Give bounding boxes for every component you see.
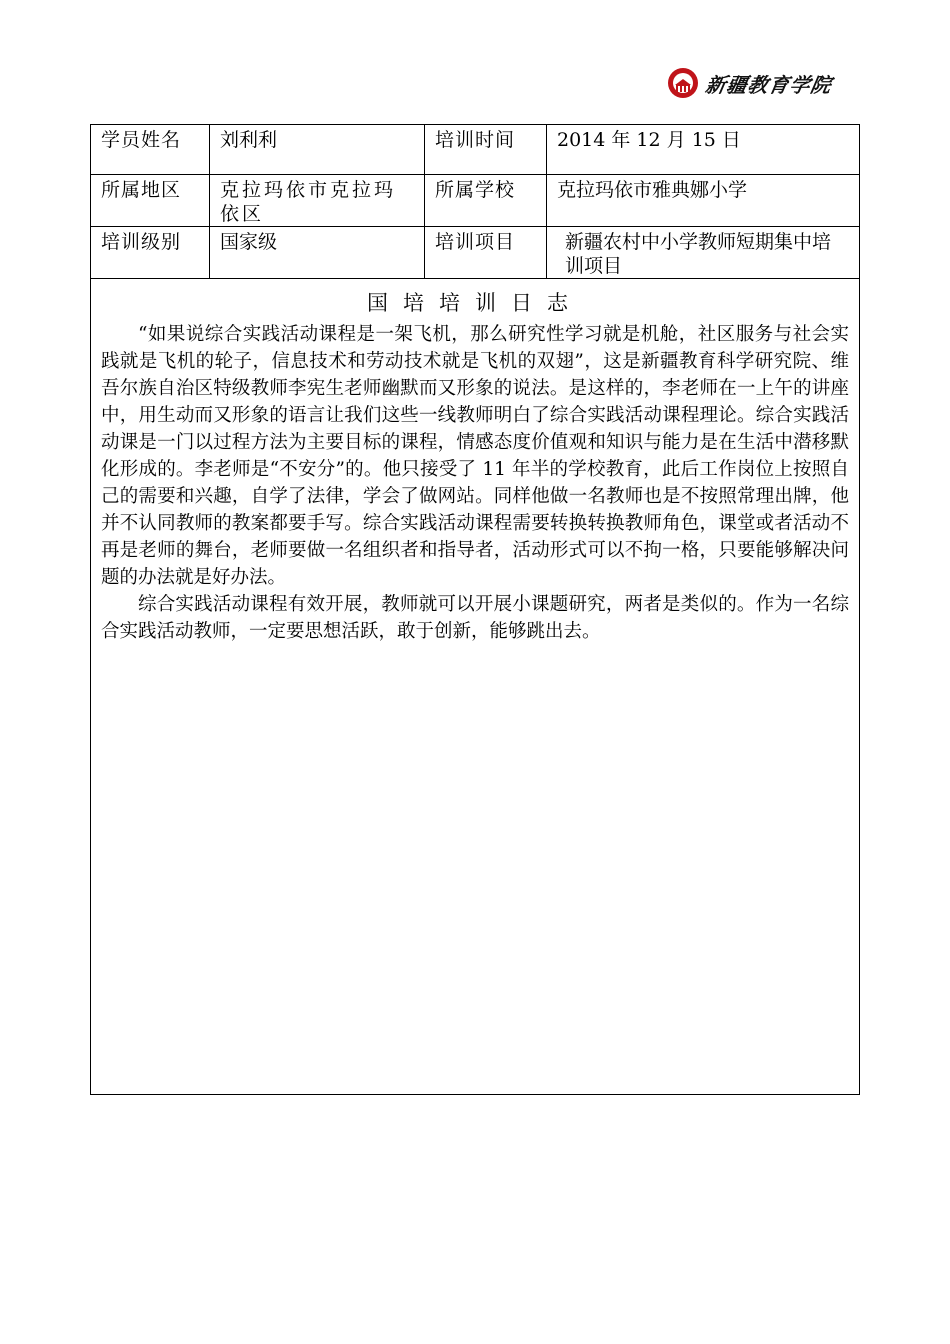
form-row-log (91, 279, 860, 1095)
form-row-level (91, 227, 860, 279)
college-logo (668, 66, 878, 100)
log-paragraph-2: 综合实践活动课程有效开展，教师就可以开展小课题研究，两者是类似的。作为一名综合实践活动教师，一定要思想活跃，敢于创新，能够跳出去。 (101, 594, 849, 642)
student-name-value: 刘利利 (210, 125, 425, 175)
school-value: 克拉玛依市雅典娜小学 (547, 175, 860, 227)
training-time-value: 2014 年 12 月 15 日 (547, 125, 860, 175)
college-seal-icon (668, 68, 698, 98)
log-title: 国培培训日志 (367, 291, 583, 315)
form-row-name (91, 125, 860, 175)
region-label: 所属地区 (91, 175, 210, 227)
training-log-form (90, 124, 860, 1095)
log-cell (91, 279, 860, 1095)
training-time-label: 培训时间 (425, 125, 547, 175)
school-label: 所属学校 (425, 175, 547, 227)
region-value: 克拉玛依市克拉玛依区 (210, 175, 425, 227)
log-paragraph-1: “如果说综合实践活动课程是一架飞机，那么研究性学习就是机舱，社区服务与社会实践就是飞机的轮子，信息技术和劳动技术就是飞机的双翅”，这是新疆教育科学研究院、维吾尔族自治区特级教师李宪生老师幽默而又形象的说法。是这样的，李老师在一上午的讲座中，用生动而又形象的语言让我们这些一线教师明白了综合实践活动课程理论。综合实践活动课是一门以过程方法为主要目标的课程，情感态度价值观和知识与能力是在生活中潜移默化形成的。李老师是“不安分”的。他只接受了 11 年半的学校教育，此后工作岗位上按照自己的需要和兴趣，自学了法律，学会了做网站。同样他做一名教师也是不按照常理出牌，他并不认同教师的教案都要手写。综合实践活动课程需要转换转换教师角色，课堂或者活动不再是老师的舞台，老师要做一名组织者和指导者，活动形式可以不拘一格，只要能够解决问题的办法就是好办法。 (101, 324, 849, 588)
training-project-value: 新疆农村中小学教师短期集中培训项目 (547, 227, 860, 279)
college-name: 新疆教育学院 (703, 72, 834, 97)
training-level-label: 培训级别 (91, 227, 210, 279)
training-project-label: 培训项目 (425, 227, 547, 279)
student-name-label: 学员姓名 (91, 125, 210, 175)
form-row-region (91, 175, 860, 227)
training-level-value: 国家级 (210, 227, 425, 279)
